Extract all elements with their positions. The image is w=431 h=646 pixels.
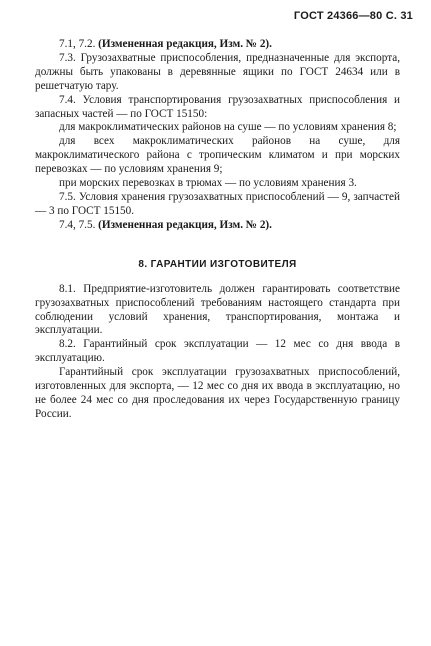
section-7-continuation: [35, 38, 400, 233]
paragraph-7-4: 7.4. Условия транспортирования грузозахватных приспособления и запасных частей — по ГОСТ 15150:: [35, 93, 400, 120]
paragraph-8-1: 8.1. Предприятие-изготовитель должен гарантировать соответствие грузозахватных приспособлений требованиям настоящего стандарта при соблюдении условий хранения, транспортирования, монтажа и эксплуатации.: [35, 282, 400, 337]
paragraph-7-3: 7.3. Грузозахватные приспособления, предназначенные для экспорта, должны быть упакованы в деревянные ящики по ГОСТ 24634 или в решетчатую тару.: [35, 51, 400, 92]
paragraph-7-4-all-regions: для всех макроклиматических районов на суше, для макроклиматического района с тропическим климатом и при морских перевозках — по условиям хранения 9;: [35, 135, 400, 176]
paragraph-7-1-7-2-amendment: [35, 38, 400, 52]
paragraph-8-2-export: Гарантийный срок эксплуатации грузозахватных приспособлений, изготовленных для экспорта, — 12 мес со дня их ввода в эксплуатацию, но не более 24 мес со дня проследования их через Государственную границу России.: [35, 366, 400, 420]
paragraph-8-2: 8.2. Гарантийный срок эксплуатации — 12 мес со дня ввода в эксплуатацию.: [35, 338, 400, 365]
paragraph-7-4-sea-holds: при морских перевозках в трюмах — по условиям хранения 3.: [59, 177, 357, 190]
document-body: [35, 38, 400, 422]
paragraph-text: 7.1, 7.2.: [59, 38, 99, 50]
running-header: ГОСТ 24366—80 С. 31: [293, 10, 413, 22]
paragraph-7-5: 7.5. Условия хранения грузозахватных приспособлений — 9, запчастей — 3 по ГОСТ 15150.: [35, 190, 400, 217]
paragraph-7-4-7-5-amendment: [35, 219, 400, 233]
paragraph-7-4-land: для макроклиматических районов на суше — по условиям хранения 8;: [59, 121, 397, 134]
amendment-note: (Измененная редакция, Изм. № 2).: [98, 218, 272, 231]
section-8: [35, 283, 400, 422]
paragraph-text: 7.4, 7.5.: [59, 218, 99, 231]
section-8-title: 8. ГАРАНТИИ ИЗГОТОВИТЕЛЯ: [138, 258, 297, 270]
amendment-note: (Измененная редакция, Изм. № 2).: [98, 38, 272, 50]
